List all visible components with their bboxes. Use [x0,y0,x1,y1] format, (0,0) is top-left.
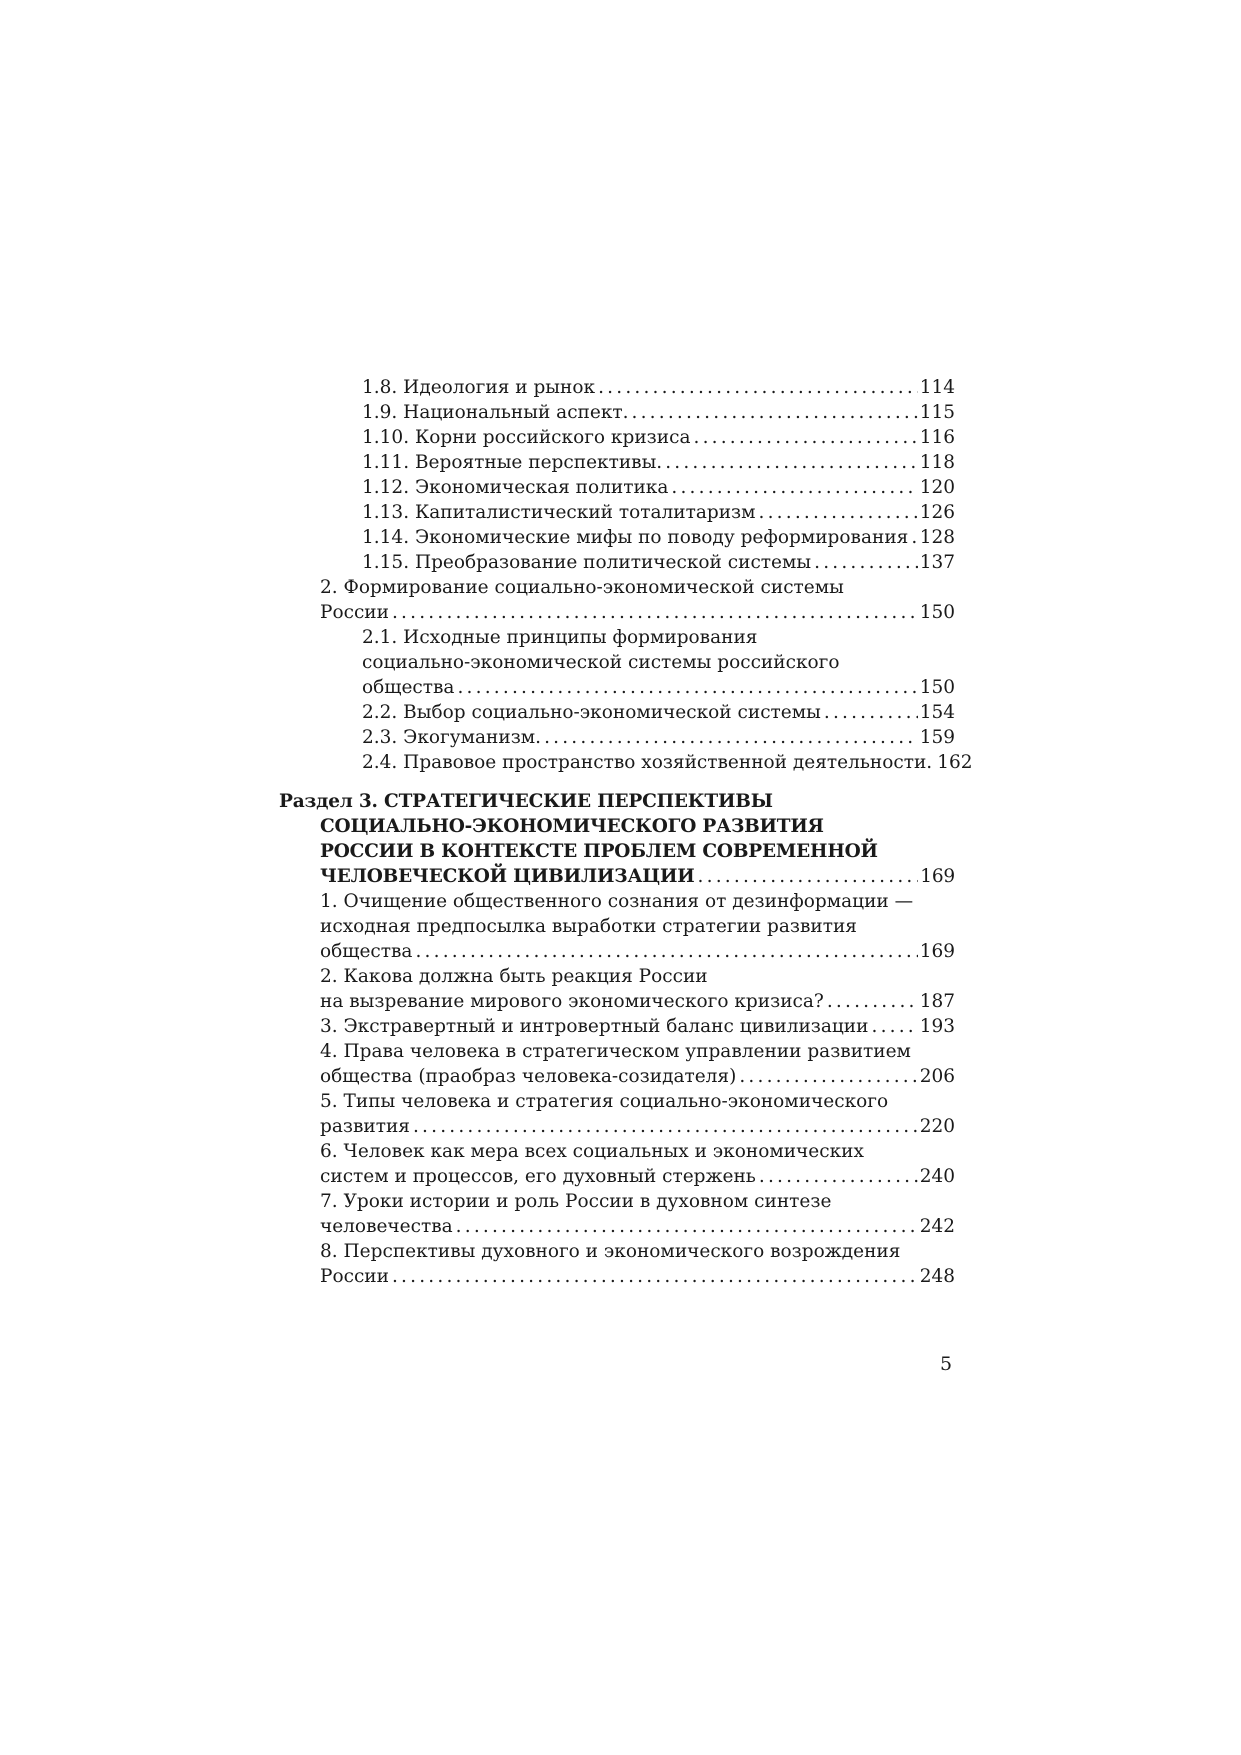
toc-entry[interactable] [320,400,955,425]
toc-page-number: 126 [919,502,955,523]
toc-entry[interactable] [320,1189,955,1239]
toc-page-number: 137 [919,552,955,573]
toc-page-number: 114 [919,377,955,398]
toc-page-number: 154 [919,702,955,723]
toc-page-number: 118 [919,452,955,473]
subsection-list-2 [320,625,973,775]
toc-entry-title-line: человечества [320,1216,453,1237]
toc-entry-title-line: 3. Экстравертный и интровертный баланс цивилизации [320,1016,869,1037]
toc-page-number: 187 [919,991,955,1012]
toc-entry-title-line: исходная предпосылка выработки стратегии развития [320,916,857,937]
toc-entry[interactable] [320,1139,955,1189]
toc-page-number: 162 [937,752,973,773]
dot-leader [413,1114,918,1139]
toc-entry-title-line: 1.12. Экономическая политика [362,477,669,498]
toc-entry-title-line: 1.15. Преобразование политической системы [362,552,812,573]
toc-page-number: 120 [919,477,955,498]
toc-page-number: 169 [920,866,955,887]
dot-leader [911,525,917,550]
toc-entry-title-line: 2. Какова должна быть реакция России [320,966,708,987]
dot-leader [827,989,918,1014]
toc-entry-title-line: 1.8. Идеология и рынок [362,377,596,398]
subsection-list-1 [320,375,955,575]
toc-entry-title-line: 1.14. Экономические мифы по поводу реформирования [362,527,909,548]
toc-entry-title-line: 2.2. Выбор социально-экономической системы [362,702,821,723]
toc-entry-title-line: 2.1. Исходные принципы формирования [362,627,758,648]
dot-leader [871,1014,917,1039]
toc-entry-title-line: общества [362,677,455,698]
toc-entry-title-line: 1.9. Национальный аспект. [362,402,629,423]
toc-entry[interactable] [320,625,955,700]
toc-entry[interactable] [320,450,955,475]
toc-entry-title-line: общества [320,941,413,962]
toc-entry-title-line: 1. Очищение общественного сознания от дезинформации — [320,891,914,912]
dot-leader [759,1164,918,1189]
toc-entry-title-line: ЧЕЛОВЕЧЕСКОЙ ЦИВИЛИЗАЦИИ [320,866,695,887]
dot-leader [392,1264,918,1289]
toc-entry-title-line: 2. Формирование социально-экономической системы [320,577,844,598]
toc-entry[interactable] [320,475,955,500]
toc-page-number: 159 [919,727,955,748]
toc-entry[interactable] [320,964,955,1014]
toc-entry-title-line: 1.13. Капиталистический тоталитаризм [362,502,756,523]
toc-entry-title-line: 1.10. Корни российского кризиса [362,427,691,448]
dot-leader [456,1214,918,1239]
dot-leader [632,400,918,425]
dot-leader [665,450,918,475]
toc-entry-title-line: 7. Уроки истории и роль России в духовном синтезе [320,1191,832,1212]
toc-entry-title-line: социально-экономической системы российского [362,652,840,673]
toc-entry-title-line: Раздел 3. СТРАТЕГИЧЕСКИЕ ПЕРСПЕКТИВЫ [279,791,773,812]
dot-leader [544,725,918,750]
chapter-2-entry [320,575,955,625]
toc-entry-title-line: 2.4. Правовое пространство хозяйственной деятельности. [362,752,933,773]
toc-page-number: 242 [919,1216,955,1237]
dot-leader [392,600,918,625]
dot-leader [598,375,918,400]
toc-entry-title-line: России [320,1266,389,1287]
toc-entry-title-line: 8. Перспективы духовного и экономического возрождения [320,1241,901,1262]
toc-entry[interactable] [320,375,955,400]
section-3-heading [279,789,955,889]
dot-leader [457,675,917,700]
toc-entry-title-line: на вызревание мирового экономического кризиса? [320,991,824,1012]
toc-page-number: 248 [919,1266,955,1287]
toc-page-number: 115 [919,402,955,423]
toc-entry[interactable] [320,1239,955,1289]
toc-entry-title-line: 6. Человек как мера всех социальных и экономических [320,1141,864,1162]
toc-entry[interactable] [279,789,955,889]
chapter-list-3 [320,889,955,1289]
dot-leader [759,500,918,525]
toc-page-number: 128 [919,527,955,548]
toc-page-number: 206 [919,1066,955,1087]
toc-entry-title-line: России [320,602,389,623]
toc-entry[interactable] [320,700,955,725]
toc-entry-title-line: 4. Права человека в стратегическом управлении развитием [320,1041,911,1062]
toc-entry-title-line: РОССИИ В КОНТЕКСТЕ ПРОБЛЕМ СОВРЕМЕННОЙ [320,841,878,862]
dot-leader [698,864,919,889]
page-number: 5 [940,1353,953,1375]
toc-entry[interactable] [320,889,955,964]
toc-entry[interactable] [320,425,955,450]
table-of-contents [279,375,973,1289]
toc-entry-title-line: общества (праобраз человека-созидателя) [320,1066,737,1087]
toc-entry-title-line: 2.3. Экогуманизм. [362,727,542,748]
toc-entry[interactable] [320,525,955,550]
toc-entry[interactable] [320,725,955,750]
toc-page-number: 150 [919,602,955,623]
toc-page-number: 150 [919,677,955,698]
dot-leader [814,550,918,575]
dot-leader [415,939,917,964]
toc-entry[interactable] [320,1014,955,1039]
toc-page-number: 116 [919,427,955,448]
toc-page-number: 169 [919,941,955,962]
toc-entry[interactable] [320,1089,955,1139]
toc-entry-title-line: систем и процессов, его духовный стержень [320,1166,756,1187]
toc-entry[interactable] [320,550,955,575]
toc-entry-title-line: развития [320,1116,410,1137]
toc-entry[interactable] [320,750,973,775]
toc-page-number: 240 [919,1166,955,1187]
toc-entry[interactable] [320,500,955,525]
dot-leader [739,1064,917,1089]
toc-entry-title-line: 1.11. Вероятные перспективы. [362,452,663,473]
dot-leader [671,475,917,500]
toc-page-number: 193 [919,1016,955,1037]
dot-leader [693,425,917,450]
toc-entry-title-line: 5. Типы человека и стратегия социально-экономического [320,1091,889,1112]
toc-entry[interactable] [320,575,955,625]
toc-entry-title-line: СОЦИАЛЬНО-ЭКОНОМИЧЕСКОГО РАЗВИТИЯ [320,816,824,837]
dot-leader [824,700,918,725]
toc-page-number: 220 [919,1116,955,1137]
toc-entry[interactable] [320,1039,955,1089]
